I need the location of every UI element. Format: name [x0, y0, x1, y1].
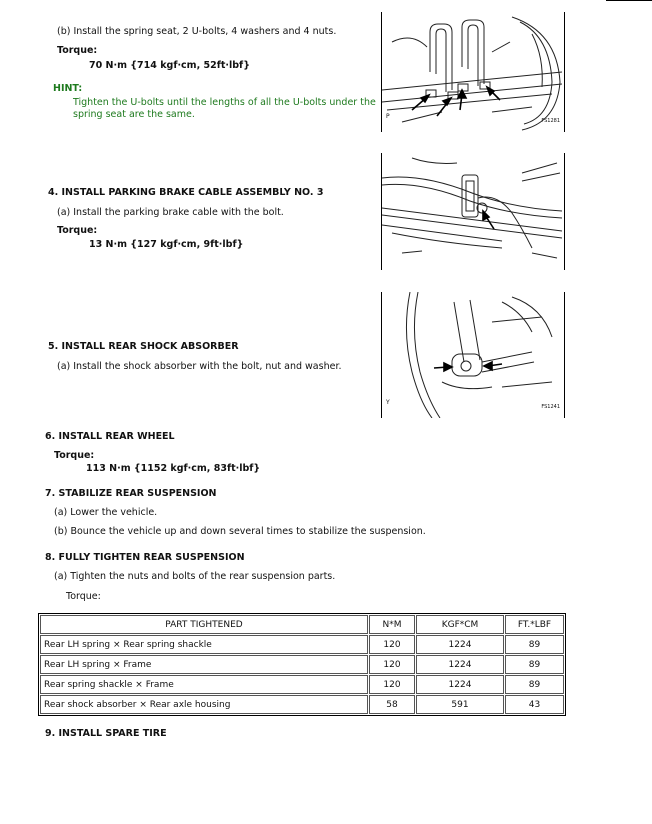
step4-torque-label: Torque:	[57, 225, 98, 236]
figure-u-bolts	[381, 12, 565, 132]
figure-u-bolts-code: FS1281	[541, 118, 560, 124]
step8-torque-label: Torque:	[66, 591, 101, 602]
table-cell-ftlbf: 43	[505, 695, 564, 714]
figure-shock-absorber-letter: Y	[386, 399, 390, 406]
table-cell-nm: 120	[369, 655, 415, 674]
step8-instruction: (a) Tighten the nuts and bolts of the rear suspension parts.	[54, 571, 336, 582]
hint-text-line1: Tighten the U-bolts until the lengths of all the U-bolts under the	[73, 97, 376, 108]
header-kgfcm: KGF*CM	[416, 615, 504, 634]
table-row	[40, 655, 564, 674]
step3b-torque-value: 70 N·m {714 kgf·cm, 52ft·lbf}	[89, 60, 250, 71]
torque-table	[38, 613, 566, 716]
table-row	[40, 675, 564, 694]
table-cell-kgfcm: 591	[416, 695, 504, 714]
table-row	[40, 695, 564, 714]
parking-brake-cable-illustration	[382, 153, 564, 270]
step8-heading: 8. FULLY TIGHTEN REAR SUSPENSION	[45, 552, 245, 563]
table-cell-part: Rear spring shackle × Frame	[40, 675, 368, 694]
figure-u-bolts-letter: P	[386, 113, 390, 120]
torque-table-header-row	[40, 615, 564, 634]
shock-absorber-illustration	[382, 292, 564, 418]
step3b-instruction: (b) Install the spring seat, 2 U-bolts, 4 washers and 4 nuts.	[57, 26, 337, 37]
step6-torque-value: 113 N·m {1152 kgf·cm, 83ft·lbf}	[86, 463, 261, 474]
step5-heading: 5. INSTALL REAR SHOCK ABSORBER	[48, 341, 239, 352]
table-cell-ftlbf: 89	[505, 675, 564, 694]
table-cell-nm: 58	[369, 695, 415, 714]
hint-text-line2: spring seat are the same.	[73, 109, 195, 120]
header-ftlbf: FT.*LBF	[505, 615, 564, 634]
header-nm: N*M	[369, 615, 415, 634]
table-cell-nm: 120	[369, 635, 415, 654]
table-cell-ftlbf: 89	[505, 635, 564, 654]
step7-item-b: (b) Bounce the vehicle up and down several times to stabilize the suspension.	[54, 526, 426, 537]
figure-parking-brake-cable	[381, 153, 565, 270]
figure-shock-absorber	[381, 292, 565, 418]
step6-heading: 6. INSTALL REAR WHEEL	[45, 431, 175, 442]
step7-heading: 7. STABILIZE REAR SUSPENSION	[45, 488, 217, 499]
step7-item-a: (a) Lower the vehicle.	[54, 507, 158, 518]
figure-shock-absorber-code: FS1241	[541, 404, 560, 410]
page-top-rule	[606, 0, 652, 1]
table-cell-part: Rear LH spring × Frame	[40, 655, 368, 674]
step4-instruction: (a) Install the parking brake cable with the bolt.	[57, 207, 284, 218]
table-cell-part: Rear LH spring × Rear spring shackle	[40, 635, 368, 654]
step3b-torque-label: Torque:	[57, 45, 98, 56]
table-cell-kgfcm: 1224	[416, 655, 504, 674]
table-cell-nm: 120	[369, 675, 415, 694]
step6-torque-label: Torque:	[54, 450, 95, 461]
u-bolts-illustration	[382, 12, 564, 132]
step9-heading: 9. INSTALL SPARE TIRE	[45, 728, 167, 739]
table-cell-kgfcm: 1224	[416, 675, 504, 694]
step4-heading: 4. INSTALL PARKING BRAKE CABLE ASSEMBLY NO. 3	[48, 187, 324, 198]
table-cell-kgfcm: 1224	[416, 635, 504, 654]
hint-label: HINT:	[53, 83, 83, 94]
step5-instruction: (a) Install the shock absorber with the bolt, nut and washer.	[57, 361, 342, 372]
table-row	[40, 635, 564, 654]
table-cell-part: Rear shock absorber × Rear axle housing	[40, 695, 368, 714]
step4-torque-value: 13 N·m {127 kgf·cm, 9ft·lbf}	[89, 239, 244, 250]
table-cell-ftlbf: 89	[505, 655, 564, 674]
header-part-tightened: PART TIGHTENED	[40, 615, 368, 634]
